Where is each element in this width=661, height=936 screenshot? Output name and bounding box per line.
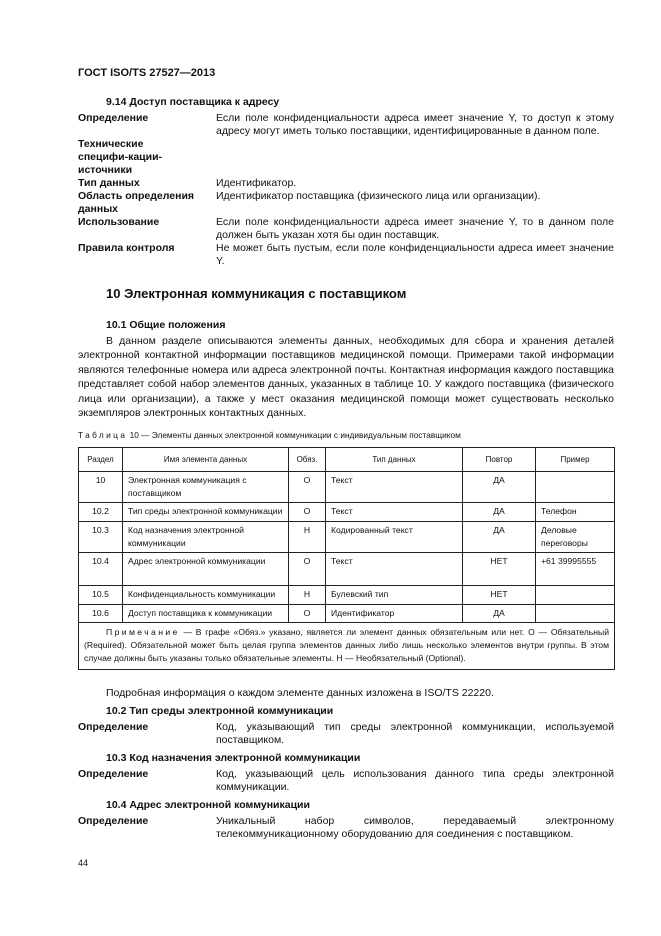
table-cell: Н [289,586,326,605]
def-value: Не может быть пустым, если поле конфиденциальности адреса имеет значение Y. [216,242,614,267]
table-cell: ДА [463,472,536,503]
def-label: Определение [78,768,149,781]
col-header: Раздел [79,448,123,472]
table-cell: Конфиденциальность коммуникации [123,586,289,605]
table-cell: Телефон [536,503,615,522]
table-cell: 10.6 [79,605,123,623]
section-9-14-heading: 9.14 Доступ поставщика к адресу [106,96,280,108]
table-cell: О [289,472,326,503]
def-value: Если поле конфиденциальности адреса имеет значение Y, то доступ к этому адресу могут иметь только поставщики, идентифицированные в данном поле. [216,112,614,137]
table-row [79,522,615,553]
table-cell: Деловые переговоры [536,522,615,553]
def-value: Идентификатор. [216,177,297,189]
section-10-3-heading: 10.3 Код назначения электронной коммуникации [106,752,361,765]
page-number: 44 [78,858,89,869]
table-row [79,553,615,586]
caption-prefix: Таблица [78,430,128,441]
table-row [79,503,615,522]
col-header: Пример [536,448,615,472]
table-cell: ДА [463,605,536,623]
table-cell: Текст [326,503,463,522]
table-cell: Тип среды электронной коммуникации [123,503,289,522]
table-cell: 10 [79,472,123,503]
table-cell: +61 39995555 [536,553,615,586]
table-cell: Электронная коммуникация с поставщиком [123,472,289,503]
table-cell: 10.3 [79,522,123,553]
def-label: Правила контроля [78,242,175,254]
table-header-row [79,448,615,472]
table-cell: Кодированный текст [326,522,463,553]
def-label: Использование [78,216,160,228]
table-cell: О [289,553,326,586]
table-caption [78,430,614,441]
table-cell [536,472,615,503]
table-cell: Булевский тип [326,586,463,605]
table-row [79,605,615,623]
def-label: Определение [78,721,149,734]
table-row [79,472,615,503]
def-value: Код, указывающий тип среды электронной коммуникации, используемой поставщиком. [216,721,614,747]
section-10-4-heading: 10.4 Адрес электронной коммуникации [106,799,310,812]
table-cell: Доступ поставщика к коммуникации [123,605,289,623]
def-value: Код, указывающий цель использования данного типа среды электронной коммуникации. [216,768,614,794]
def-value: Если поле конфиденциальности адреса имеет значение Y, то в данном поле должен быть указан хотя бы один поставщик. [216,216,614,241]
section-10-1-text: В данном разделе описываются элементы данных, необходимых для сбора и хранения деталей электронной контактной информации поставщиков медицинской помощи. Примерами такой информации являются телефонные номера или адреса электронной почты. Контактная информация каждого поставщика представляет собой набор элементов данных, указанных в таблице 10. У каждого поставщика (физического лица или организации), а также у мест оказания медицинской помощи может существовать несколько экземпляров электронных контактных данных. [78,335,614,420]
table-cell: Код назначения электронной коммуникации [123,522,289,553]
caption-text: 10 — Элементы данных электронной коммуникации с индивидуальным поставщиком [127,430,461,441]
def-value [188,138,614,177]
table-note [79,623,615,670]
note-text: — В графе «Обяз.» указано, является ли элемент данных обязательным или нет. О — Обязательный (Required). Обязательной может быть целая группа элементов данных либо лишь несколько элементов внутри группы. В этом случае должны быть указаны только обязательные элементы. Н — Необязательный (Optional). [84,627,609,664]
def-label: Определение [78,112,149,124]
section-10-heading: 10 Электронная коммуникация с поставщиком [106,286,407,301]
after-table-text: Подробная информация о каждом элементе данных изложена в ISO/TS 22220. [106,687,494,700]
table-cell: ДА [463,503,536,522]
table-note-row [79,623,615,670]
def-value: Идентификатор поставщика (физического лица или организации). [216,190,541,202]
table-cell [536,605,615,623]
definition-row [78,768,614,794]
table-cell: О [289,503,326,522]
definition-row [78,815,614,841]
definition-row [78,112,614,138]
table-cell: Текст [326,472,463,503]
table-row [79,586,615,605]
def-label: Технические специфи-кации-источники [78,138,163,176]
table-cell: 10.5 [79,586,123,605]
running-head: ГОСТ ISO/TS 27527—2013 [78,67,216,79]
col-header: Повтор [463,448,536,472]
col-header: Тип данных [326,448,463,472]
def-label: Определение [78,815,149,828]
definition-row [78,138,614,177]
definition-row [78,242,614,268]
section-10-2-heading: 10.2 Тип среды электронной коммуникации [106,705,334,718]
def-label: Тип данных [78,177,140,189]
data-elements-table [78,447,615,670]
col-header: Имя элемента данных [123,448,289,472]
definition-row [78,177,614,190]
table-cell: О [289,605,326,623]
table-cell: ДА [463,522,536,553]
table-cell [536,586,615,605]
section-10-1-heading: 10.1 Общие положения [106,319,226,331]
table-cell: Адрес электронной коммуникации [123,553,289,586]
note-prefix: Примечание [106,627,180,638]
table-cell: 10.2 [79,503,123,522]
definition-row [78,190,614,216]
def-value: Уникальный набор символов, передаваемый электронному телекоммуникационному оборудованию для соединения с поставщиком. [216,815,614,841]
col-header: Обяз. [289,448,326,472]
def-label: Область определения данных [78,190,195,215]
table-cell: Н [289,522,326,553]
document-page [78,66,614,869]
table-cell: НЕТ [463,586,536,605]
definition-row [78,721,614,747]
definition-row [78,216,614,242]
table-cell: Текст [326,553,463,586]
table-cell: 10.4 [79,553,123,586]
table-cell: НЕТ [463,553,536,586]
table-cell: Идентификатор [326,605,463,623]
